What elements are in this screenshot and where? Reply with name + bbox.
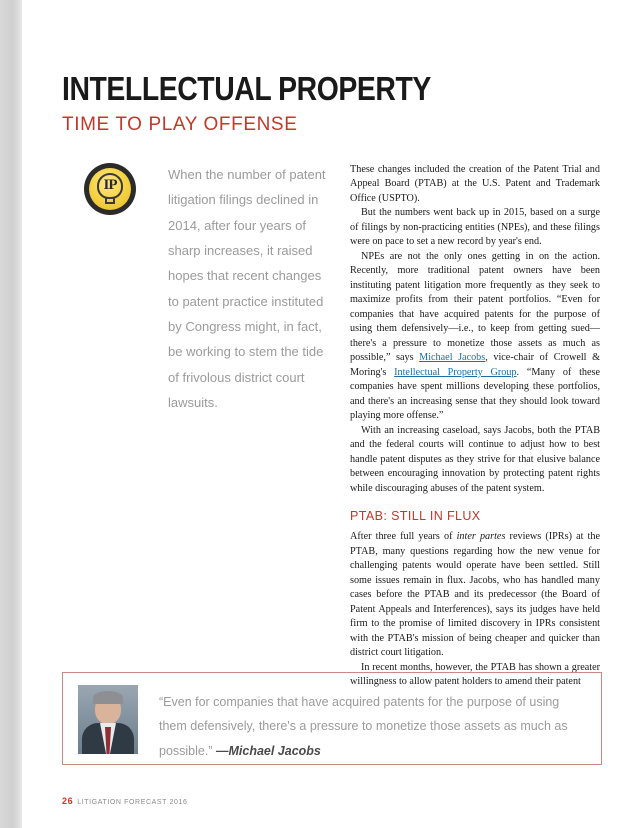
page-title: INTELLECTUAL PROPERTY bbox=[62, 70, 431, 108]
body-paragraph-3 bbox=[350, 250, 600, 424]
avatar bbox=[78, 685, 138, 754]
section-heading-ptab: PTAB: STILL IN FLUX bbox=[350, 509, 481, 524]
link-intellectual-property-group[interactable]: Intellectual Property Group bbox=[394, 366, 517, 378]
body-paragraph-1: These changes included the creation of the Patent Trial and Appeal Board (PTAB) at the U.S. Patent and Trademark Office (USPTO). bbox=[350, 164, 600, 204]
lightbulb-base-icon bbox=[105, 197, 115, 204]
pull-quote-attribution: —Michael Jacobs bbox=[215, 743, 321, 758]
page-subtitle: TIME TO PLAY OFFENSE bbox=[62, 113, 298, 135]
left-margin-bar bbox=[0, 0, 22, 828]
body-paragraph-5-part-b: reviews (IPRs) at the PTAB, many questions regarding how the new venue for challenging patents would operate have been settled. Still some issues remain in flux. Jacobs, who has handled many cases before the PTAB and its predecessor (the Board of Patent Appeals and Interferences), says its judges have held firm to the promise of limited discovery in IPRs consistent with the PTAB's mission of being cheaper and quicker than district court litigation. bbox=[350, 531, 601, 659]
link-michael-jacobs[interactable]: Michael Jacobs bbox=[419, 352, 486, 364]
avatar-hair bbox=[93, 691, 123, 704]
page-footer bbox=[62, 796, 187, 806]
intellectual-property-badge-icon bbox=[84, 163, 136, 215]
badge-letters: IP bbox=[103, 177, 117, 193]
pull-quote-text bbox=[159, 690, 584, 763]
pull-quote-body: “Even for companies that have acquired patents for the purpose of using them defensively, there's a pressure to monetize those assets as much as possible.” bbox=[159, 695, 568, 758]
body-paragraph-5-italic: inter partes bbox=[456, 531, 506, 543]
body-paragraph-4: With an increasing caseload, says Jacobs, both the PTAB and the federal courts will continue to adjust how to best handle patent disputes as they strive for that elusive balance between encouraging innovation by protecting patent rights while discouraging abuses of the patent system. bbox=[350, 424, 600, 494]
body-paragraph-5 bbox=[350, 530, 600, 660]
body-paragraph-3-part-c: . “Many of these companies have spent millions developing these portfolios, and there's an increasing sense that they should look toward playing more offense.” bbox=[350, 366, 600, 422]
page-content bbox=[22, 0, 640, 828]
article-deck: When the number of patent litigation filings declined in 2014, after four years of sharp increases, it raised hopes that recent changes to patent practice instituted by Congress might, in fact, be working to stem the tide of frivolous district court lawsuits. bbox=[168, 167, 326, 411]
pull-quote-box bbox=[62, 672, 602, 765]
body-paragraph-5-part-a: After three full years of bbox=[350, 531, 457, 543]
footer-page-number: 26 bbox=[62, 796, 74, 806]
body-paragraph-2: But the numbers went back up in 2015, based on a surge of filings by non-practicing entities (NPEs), and these filings were on pace to set a new record by year's end. bbox=[350, 207, 600, 248]
body-paragraph-3-part-a: NPEs are not the only ones getting in on the action. Recently, more traditional patent owners have been instituting patent litigation more frequently as they seek to maximize profits from their patent portfolios. “Even for companies that have acquired patents for the purpose of using them defensively—i.e., to keep from getting sued—there's a pressure to monetize those assets as much as possible,” says bbox=[350, 250, 600, 364]
body-paragraph-3-part-b: , vice-chair of Crowell & Moring's bbox=[350, 352, 600, 378]
body-paragraph-6: In recent months, however, the PTAB has shown a greater willingness to allow patent holders to amend their patent bbox=[350, 661, 600, 687]
article-body bbox=[350, 163, 600, 689]
left-margin-bar-gradient bbox=[0, 0, 22, 828]
footer-publication: LITIGATION FORECAST 2016 bbox=[77, 799, 188, 806]
